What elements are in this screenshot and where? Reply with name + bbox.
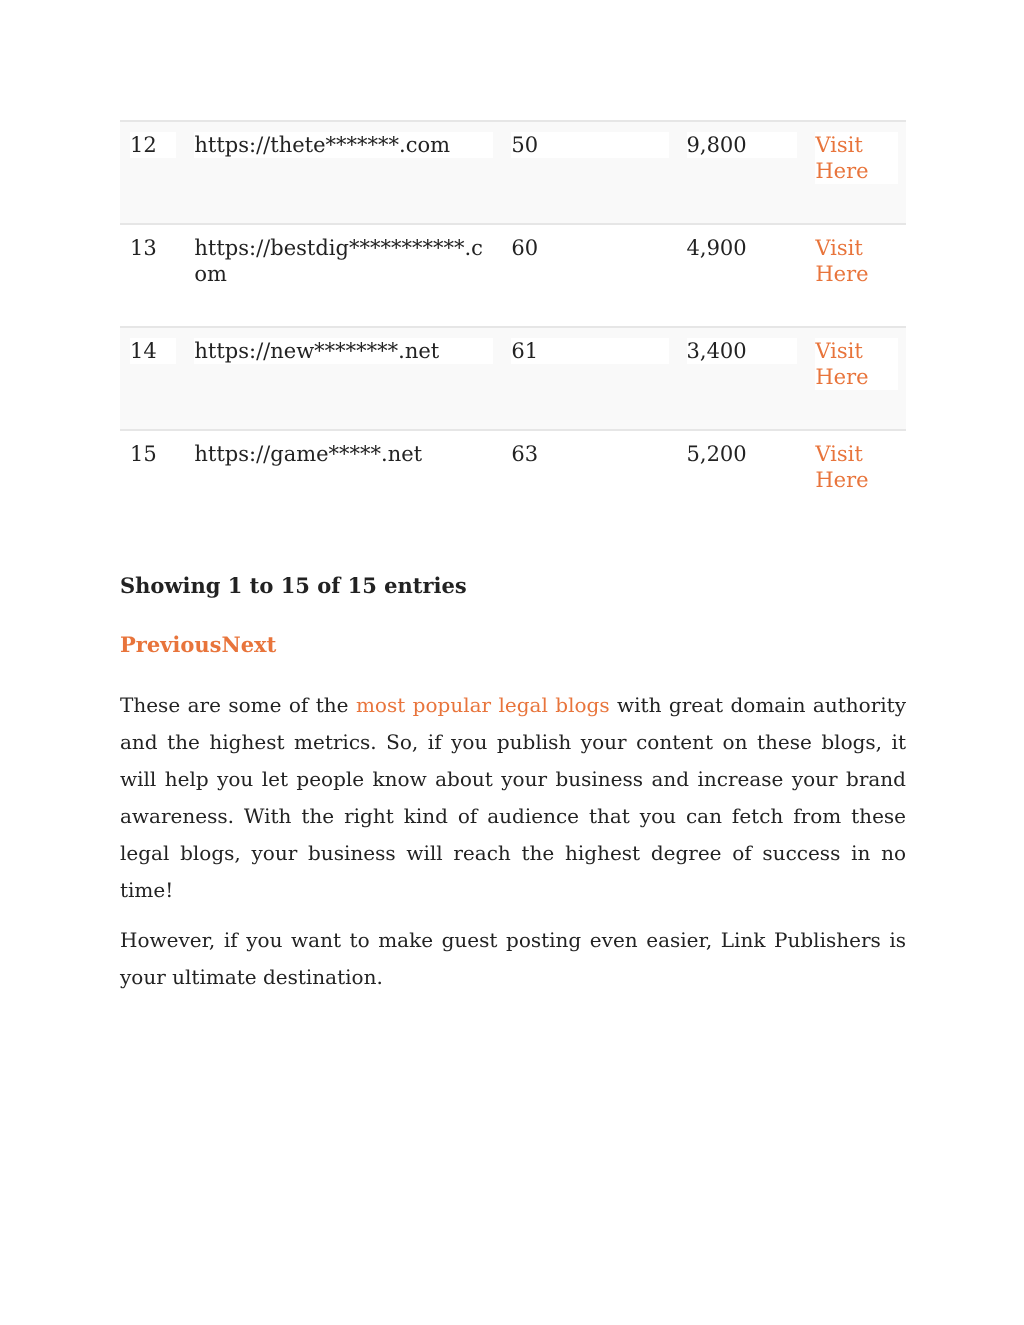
closing-paragraph: However, if you want to make guest posting even easier, Link Publishers is your ultimate destination.	[120, 928, 906, 989]
traffic-value: 9,800	[687, 132, 798, 158]
row-number: 15	[130, 442, 157, 466]
entries-info: Showing 1 to 15 of 15 entries	[120, 573, 467, 598]
domain-authority: 60	[511, 236, 539, 260]
table-row	[120, 327, 906, 430]
row-number: 13	[130, 236, 157, 260]
previous-button[interactable]: Previous	[120, 632, 222, 657]
site-url: https://thete*******.com	[194, 132, 493, 158]
row-number-cell	[120, 121, 184, 224]
url-cell	[184, 224, 501, 327]
traffic-cell	[677, 327, 806, 430]
domain-authority: 63	[511, 442, 539, 466]
document-page	[120, 120, 906, 996]
traffic-value: 4,900	[686, 236, 747, 260]
row-number-cell	[120, 327, 184, 430]
da-cell	[501, 327, 676, 430]
visit-here-link[interactable]: Visit Here	[815, 442, 869, 492]
row-number: 14	[130, 338, 176, 364]
table-row	[120, 430, 906, 533]
table-row	[120, 224, 906, 327]
legal-blogs-link[interactable]: most popular legal blogs	[355, 693, 610, 717]
traffic-value: 5,200	[686, 442, 747, 466]
url-cell	[184, 121, 501, 224]
da-cell	[501, 430, 676, 533]
visit-here-link[interactable]: Visit Here	[815, 236, 869, 286]
traffic-cell	[677, 224, 806, 327]
url-cell	[184, 430, 501, 533]
domain-authority: 61	[511, 338, 668, 364]
da-cell	[501, 121, 676, 224]
site-url: https://new********.net	[194, 338, 493, 364]
site-url: https://bestdig***********.com	[194, 236, 483, 286]
da-cell	[501, 224, 676, 327]
link-cell	[805, 430, 906, 533]
site-url: https://game*****.net	[194, 442, 423, 466]
table-row	[120, 121, 906, 224]
row-number-cell	[120, 224, 184, 327]
visit-here-link[interactable]: Visit Here	[815, 133, 869, 183]
traffic-cell	[677, 430, 806, 533]
sites-table	[120, 120, 906, 533]
visit-here-link[interactable]: Visit Here	[815, 339, 869, 389]
paragraph-text-before: These are some of the	[120, 693, 356, 717]
paragraph-text-after: with great domain authority and the highest metrics. So, if you publish your content on these blogs, it will help you let people know about your business and increase your brand awareness. With the right kind of audience that you can fetch from these legal blogs, your business will reach the highest degree of success in no time!	[120, 693, 906, 902]
domain-authority: 50	[511, 132, 668, 158]
intro-paragraph	[120, 687, 906, 909]
url-cell	[184, 327, 501, 430]
link-cell	[805, 327, 906, 430]
link-cell	[805, 121, 906, 224]
row-number: 12	[130, 132, 176, 158]
traffic-value: 3,400	[687, 338, 798, 364]
row-number-cell	[120, 430, 184, 533]
pagination	[120, 632, 906, 657]
next-button[interactable]: Next	[221, 632, 277, 657]
link-cell	[805, 224, 906, 327]
traffic-cell	[677, 121, 806, 224]
